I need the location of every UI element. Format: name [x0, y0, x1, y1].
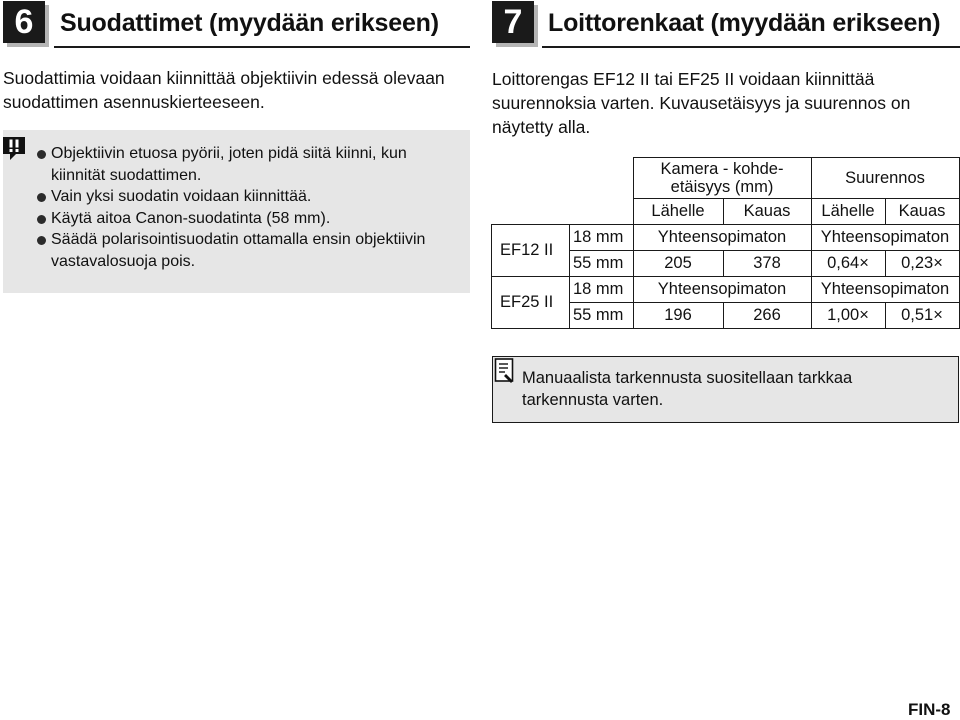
table-subheader: Lähelle: [811, 199, 885, 225]
list-item: Säädä polarisointisuodatin ottamalla ensin objektiivin vastavalosuoja pois.: [35, 229, 465, 272]
title-rule: [54, 46, 470, 48]
table-cell: EF25 II: [492, 277, 570, 329]
memo-icon: [494, 357, 516, 385]
table-cell: 0,51×: [885, 303, 959, 329]
table-subheader: Kauas: [723, 199, 811, 225]
list-item: Käytä aitoa Canon-suodatinta (58 mm).: [35, 208, 465, 230]
table-cell: 205: [633, 251, 723, 277]
caution-list: [35, 143, 465, 272]
table-cell: 0,64×: [811, 251, 885, 277]
caution-icon: [0, 134, 28, 162]
list-item: Vain yksi suodatin voidaan kiinnittää.: [35, 186, 465, 208]
table-cell: 378: [723, 251, 811, 277]
table-cell: 196: [633, 303, 723, 329]
table-cell: EF12 II: [492, 225, 570, 277]
table-cell: 18 mm: [570, 277, 634, 303]
table-cell: 0,23×: [885, 251, 959, 277]
table-cell: Yhteensopimaton: [633, 277, 811, 303]
section-number-badge: 7: [492, 1, 534, 43]
table-header-magnification: Suurennos: [811, 158, 959, 199]
section-number-badge: 6: [3, 1, 45, 43]
table-row: [492, 199, 960, 225]
table-cell: Yhteensopimaton: [811, 225, 959, 251]
table-subheader: Lähelle: [633, 199, 723, 225]
page-number: FIN-8: [908, 700, 951, 719]
table-subheader: Kauas: [885, 199, 959, 225]
table-cell: 55 mm: [570, 303, 634, 329]
table-cell: 1,00×: [811, 303, 885, 329]
list-item: Objektiivin etuosa pyörii, joten pidä siitä kiinni, kun kiinnität suodattimen.: [35, 143, 465, 186]
intro-paragraph: Loittorengas EF12 II tai EF25 II voidaan kiinnittää suurennoksia varten. Kuvausetäisyys ja suurennos on näytetty alla.: [492, 69, 911, 137]
note-text: Manuaalista tarkennusta suositellaan tarkkaa tarkennusta varten.: [522, 369, 853, 409]
intro-paragraph: Suodattimia voidaan kiinnittää objektiivin edessä olevaan suodattimen asennuskierteeseen.: [3, 68, 445, 112]
table-cell: 55 mm: [570, 251, 634, 277]
table-row: [492, 277, 960, 303]
table-cell: 266: [723, 303, 811, 329]
table-cell: Yhteensopimaton: [633, 225, 811, 251]
table-row: [492, 225, 960, 251]
section-title: Loittorenkaat (myydään erikseen): [548, 9, 941, 37]
section-title: Suodattimet (myydään erikseen): [60, 9, 439, 37]
table-cell: 18 mm: [570, 225, 634, 251]
table-cell: Yhteensopimaton: [811, 277, 959, 303]
table-row: [492, 158, 960, 199]
title-rule: [542, 46, 960, 48]
table-header-distance: Kamera - kohde- etäisyys (mm): [633, 158, 811, 199]
spec-table: [491, 157, 960, 329]
